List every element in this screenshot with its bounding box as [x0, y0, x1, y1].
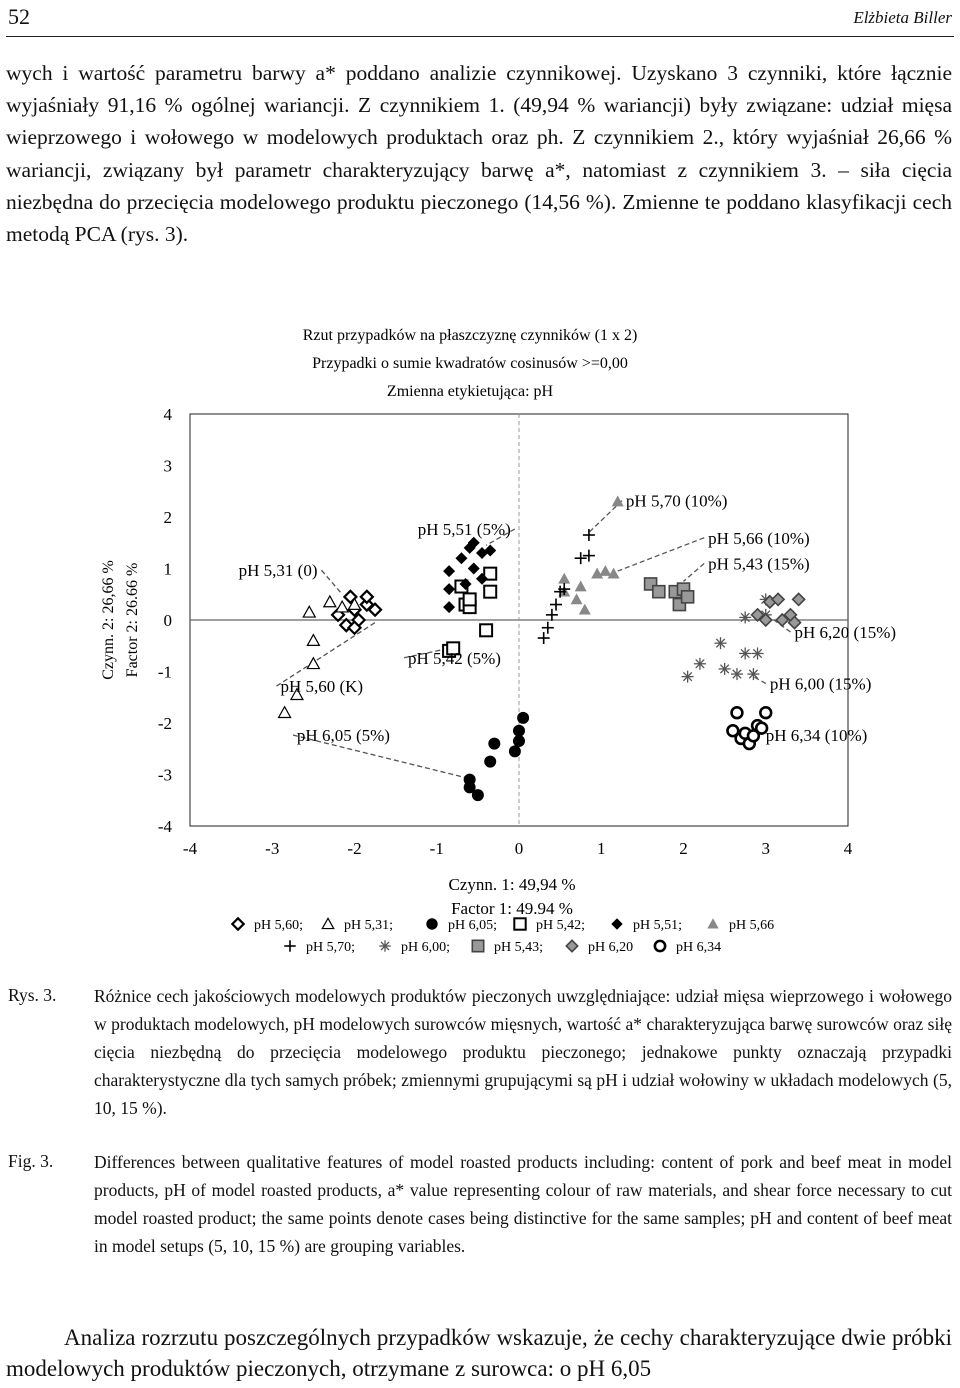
data-point [694, 658, 706, 670]
data-point [752, 647, 764, 659]
point-annotation: pH 5,43 (15%) [708, 554, 810, 574]
legend-label: pH 5,66 [729, 918, 775, 933]
x-tick-label: 4 [843, 839, 853, 858]
data-point [513, 725, 525, 737]
legend-marker [322, 918, 333, 928]
page-number: 52 [8, 4, 30, 29]
legend-marker [655, 941, 665, 951]
data-point [472, 789, 484, 801]
legend-label: pH 5,42; [536, 918, 585, 933]
legend-label: pH 5,51; [633, 918, 682, 933]
page-header [6, 0, 954, 37]
data-point [361, 591, 373, 603]
annotation-leader [753, 677, 765, 684]
figure-title-line: Zmienna etykietująca: pH [386, 383, 554, 400]
data-point [509, 745, 521, 757]
point-annotation: pH 6,20 (15%) [794, 623, 897, 643]
data-point [488, 738, 500, 750]
data-point [739, 611, 751, 623]
data-point [571, 593, 583, 604]
point-annotation: pH 5,66 (10%) [708, 528, 810, 548]
data-point [336, 601, 348, 612]
data-point [575, 552, 587, 564]
y-axis-label-line: Factor 2: 26.66 % [124, 562, 141, 678]
x-tick-label: 3 [761, 839, 770, 858]
data-point [538, 632, 550, 644]
legend-marker [284, 940, 295, 951]
legend-label: pH 6,00; [401, 940, 450, 955]
running-author: Elżbieta Biller [853, 8, 952, 27]
point-annotation: pH 5,51 (5%) [417, 520, 511, 540]
x-tick-label: -4 [182, 839, 198, 858]
data-point [599, 565, 611, 576]
annotation-leader [321, 570, 342, 594]
legend-marker [566, 940, 577, 951]
data-point [558, 573, 570, 584]
data-point [550, 599, 562, 611]
y-tick-label: -4 [157, 817, 172, 836]
legend-marker [707, 918, 718, 928]
data-point [455, 552, 467, 564]
data-point [443, 583, 455, 595]
figure-title-line: Rzut przypadków na płaszczyznę czynników (1 x 2) [302, 327, 638, 344]
legend [232, 918, 774, 955]
data-point [682, 671, 694, 683]
data-point [464, 774, 476, 786]
legend-marker [379, 940, 390, 951]
legend-marker [232, 918, 243, 929]
data-point [583, 550, 595, 562]
data-point [731, 668, 743, 680]
x-tick-label: 1 [597, 839, 606, 858]
data-point [517, 712, 529, 724]
annotation-leader [684, 564, 705, 582]
legend-marker [611, 918, 622, 929]
data-point [464, 593, 476, 605]
data-point [303, 606, 315, 617]
y-tick-label: 4 [163, 405, 172, 424]
legend-label: pH 5,70; [306, 940, 355, 955]
data-point [583, 529, 595, 541]
data-point [468, 563, 480, 575]
data-point [579, 604, 591, 615]
point-annotation: pH 6,34 (10%) [765, 726, 868, 746]
point-annotation: pH 5,60 (K) [280, 677, 364, 697]
legend-label: pH 6,34 [676, 940, 722, 955]
data-point [279, 707, 291, 718]
data-point [719, 663, 731, 675]
data-point [715, 637, 727, 649]
data-point [480, 624, 492, 636]
caption-label-pl: Rys. 3. [8, 985, 57, 1005]
legend-marker [514, 918, 525, 929]
data-point [760, 707, 771, 718]
x-axis-label [448, 875, 575, 918]
x-tick-label: 0 [514, 839, 524, 858]
x-axis-label-line: Factor 1: 49.94 % [451, 899, 573, 918]
data-point [542, 622, 554, 634]
data-point [443, 565, 455, 577]
point-annotation: pH 5,31 (0) [238, 561, 318, 581]
pca-scatter-figure [0, 300, 960, 970]
legend-label: pH 6,20 [588, 940, 634, 955]
y-axis-label-line: Czynn. 2: 26,66 % [100, 560, 117, 680]
y-tick-label: -1 [157, 662, 172, 682]
point-annotation: pH 6,00 (15%) [769, 674, 872, 694]
legend-marker [426, 918, 437, 929]
point-annotation: pH 5,42 (5%) [407, 648, 501, 668]
figure-title-line: Przypadki o sumie kwadratów cosinusów >=0,00 [312, 355, 628, 372]
y-tick-labels [158, 405, 173, 836]
x-tick-label: -3 [265, 839, 280, 858]
legend-marker [472, 940, 483, 951]
data-point [739, 647, 751, 659]
legend-label: pH 5,43; [494, 940, 543, 955]
paragraph-continuation: Analiza rozrzutu poszczególnych przypadków wskazuje, że cechy charakteryzujące dwie próbki modelowych produktów pieczonych, otrzymane z surowca: o pH 6,05 [6, 1325, 952, 1381]
data-point [793, 593, 805, 605]
data-point [732, 707, 743, 718]
legend-label: pH 5,60; [254, 918, 303, 933]
point-annotation: pH 5,70 (10%) [625, 491, 728, 511]
annotation-leader [618, 538, 704, 571]
legend-label: pH 5,31; [344, 918, 393, 933]
data-point [546, 609, 558, 621]
x-tick-labels [183, 839, 853, 858]
y-tick-label: -3 [157, 765, 172, 785]
caption-text-en: Differences between qualitative features of model roasted products including: content of pork and beef meat in model products, pH of model roasted products, a* value representing colour of raw materials, and shear force necessary to cut model roasted product; the same points denote cases being distinctive for the same samples; pH and content of beef meat in model setups (5, 10, 15 %) are grouping variables. [94, 1152, 952, 1256]
legend-label: pH 6,05; [448, 918, 497, 933]
data-point [653, 586, 665, 598]
caption-label-en: Fig. 3. [8, 1151, 54, 1171]
y-tick-label: -2 [157, 714, 172, 733]
x-tick-label: -1 [429, 839, 444, 858]
y-tick-label: 1 [163, 559, 172, 579]
x-tick-label: -2 [347, 839, 362, 858]
data-point [513, 735, 525, 747]
x-axis-label-line: Czynn. 1: 49,94 % [448, 875, 576, 894]
data-point [443, 601, 455, 613]
point-annotation: pH 6,05 (5%) [296, 726, 390, 746]
data-point [307, 635, 319, 646]
data-point [682, 591, 694, 603]
paragraph-intro: wych i wartość parametru barwy a* poddano analizie czynnikowej. Uzyskano 3 czynniki, które łącznie wyjaśniały 91,16 % ogólnej wariancji. Z czynnikiem 1. (49,94 % wariancji) były związane: udział mięsa wieprzowego i wołowego w modelowych produktach oraz ph. Z czynnikiem 2., który wyjaśniał 26,66 % wariancji, związany był parametr charakteryzujący barwę a*, natomiast z czynnikiem 3. – siła cięcia niezbędna do przecięcia modelowego produktu pieczonego (14,56 %). Zmienne te poddano klasyfikacji cech metodą PCA (rys. 3). [6, 61, 952, 247]
data-point [575, 581, 587, 592]
data-point [324, 596, 336, 607]
data-point [484, 756, 496, 768]
x-tick-label: 2 [679, 839, 688, 858]
y-tick-label: 3 [163, 456, 172, 476]
y-tick-label: 2 [163, 508, 172, 527]
y-tick-label: 0 [163, 611, 172, 630]
figure-title [303, 327, 638, 400]
data-point [484, 586, 496, 598]
y-axis-label [100, 560, 141, 680]
caption-text-pl: Różnice cech jakościowych modelowych produktów pieczonych uwzględniające: udział mięsa wieprzowego i wołowego w produktach modelowych, pH modelowych surowców mięsnych, wartość a* charakteryzująca barwę surowców oraz siłę cięcia niezbędną do przecięcia modelowego produktu pieczonego; jednakowe punkty oznaczają przypadki charakterystyczne dla tych samych próbek; zmiennymi grupującymi są pH i udział wołowiny w układach modelowych (5, 10, 15 %). [94, 986, 952, 1118]
